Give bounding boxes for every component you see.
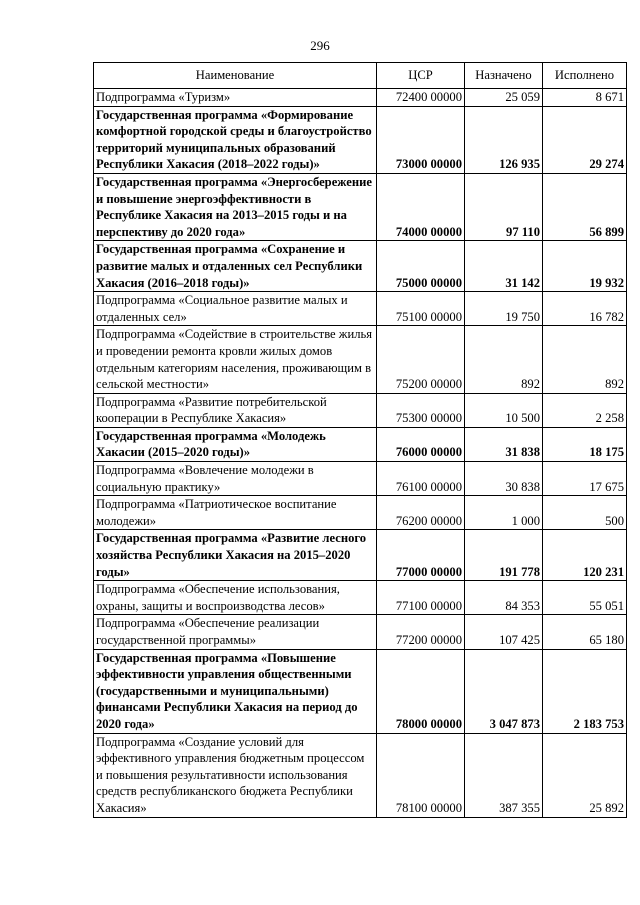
row-name: Государственная программа «Повышение эффективности управления общественными (государственными и муниципальными) финансами Республики Хакасия на период до 2020 года» <box>94 649 377 733</box>
row-planned: 30 838 <box>465 462 543 496</box>
row-planned: 3 047 873 <box>465 649 543 733</box>
table-row <box>94 733 627 817</box>
page-number: 296 <box>310 38 330 53</box>
budget-table <box>93 62 627 818</box>
row-code: 77100 00000 <box>377 581 465 615</box>
row-planned: 31 838 <box>465 427 543 461</box>
header-code: ЦСР <box>377 63 465 89</box>
table-row <box>94 530 627 581</box>
row-code: 75300 00000 <box>377 393 465 427</box>
table-row <box>94 581 627 615</box>
table-row <box>94 292 627 326</box>
row-planned: 97 110 <box>465 173 543 240</box>
row-name: Подпрограмма «Туризм» <box>94 89 377 107</box>
row-executed: 65 180 <box>543 615 627 649</box>
row-planned: 126 935 <box>465 106 543 173</box>
row-executed: 29 274 <box>543 106 627 173</box>
row-executed: 8 671 <box>543 89 627 107</box>
header-executed: Исполнено <box>543 63 627 89</box>
row-executed: 892 <box>543 326 627 393</box>
row-name: Подпрограмма «Создание условий для эффективного управления бюджетным процессом и повышения результативности использования средств республиканского бюджета Республики Хакасия» <box>94 733 377 817</box>
table-row <box>94 89 627 107</box>
row-planned: 25 059 <box>465 89 543 107</box>
row-name: Подпрограмма «Содействие в строительстве жилья и проведении ремонта кровли жилых домов отдельным категориям населения, проживающим в сельской местности» <box>94 326 377 393</box>
row-planned: 387 355 <box>465 733 543 817</box>
row-executed: 120 231 <box>543 530 627 581</box>
row-code: 76100 00000 <box>377 462 465 496</box>
row-code: 74000 00000 <box>377 173 465 240</box>
table-row <box>94 649 627 733</box>
table-header-row <box>94 63 627 89</box>
row-executed: 2 183 753 <box>543 649 627 733</box>
row-planned: 191 778 <box>465 530 543 581</box>
table-row <box>94 106 627 173</box>
row-name: Подпрограмма «Развитие потребительской кооперации в Республике Хакасия» <box>94 393 377 427</box>
row-planned: 31 142 <box>465 241 543 292</box>
row-code: 76200 00000 <box>377 496 465 530</box>
row-name: Подпрограмма «Патриотическое воспитание молодежи» <box>94 496 377 530</box>
row-executed: 16 782 <box>543 292 627 326</box>
row-planned: 84 353 <box>465 581 543 615</box>
table-row <box>94 462 627 496</box>
row-code: 76000 00000 <box>377 427 465 461</box>
table-row <box>94 173 627 240</box>
row-executed: 500 <box>543 496 627 530</box>
row-executed: 19 932 <box>543 241 627 292</box>
row-name: Подпрограмма «Вовлечение молодежи в социальную практику» <box>94 462 377 496</box>
row-executed: 56 899 <box>543 173 627 240</box>
row-name: Подпрограмма «Обеспечение использования, охраны, защиты и воспроизводства лесов» <box>94 581 377 615</box>
header-planned: Назначено <box>465 63 543 89</box>
table-row <box>94 427 627 461</box>
row-executed: 17 675 <box>543 462 627 496</box>
row-code: 72400 00000 <box>377 89 465 107</box>
row-name: Государственная программа «Развитие лесного хозяйства Республики Хакасия на 2015–2020 годы» <box>94 530 377 581</box>
header-name: Наименование <box>94 63 377 89</box>
row-executed: 55 051 <box>543 581 627 615</box>
row-executed: 25 892 <box>543 733 627 817</box>
table-row <box>94 496 627 530</box>
row-name: Подпрограмма «Обеспечение реализации государственной программы» <box>94 615 377 649</box>
row-name: Подпрограмма «Социальное развитие малых и отдаленных сел» <box>94 292 377 326</box>
table-row <box>94 241 627 292</box>
row-executed: 2 258 <box>543 393 627 427</box>
table-row <box>94 393 627 427</box>
row-name: Государственная программа «Сохранение и развитие малых и отдаленных сел Республики Хакасия (2016–2018 годы)» <box>94 241 377 292</box>
row-code: 78000 00000 <box>377 649 465 733</box>
row-planned: 892 <box>465 326 543 393</box>
row-name: Государственная программа «Молодежь Хакасии (2015–2020 годы)» <box>94 427 377 461</box>
row-name: Государственная программа «Формирование комфортной городской среды и благоустройство территорий муниципальных образований Республики Хакасия (2018–2022 годы)» <box>94 106 377 173</box>
row-planned: 107 425 <box>465 615 543 649</box>
table-row <box>94 615 627 649</box>
row-code: 73000 00000 <box>377 106 465 173</box>
row-code: 75100 00000 <box>377 292 465 326</box>
row-code: 75200 00000 <box>377 326 465 393</box>
row-executed: 18 175 <box>543 427 627 461</box>
row-planned: 1 000 <box>465 496 543 530</box>
row-planned: 10 500 <box>465 393 543 427</box>
row-code: 78100 00000 <box>377 733 465 817</box>
row-code: 75000 00000 <box>377 241 465 292</box>
row-code: 77200 00000 <box>377 615 465 649</box>
row-name: Государственная программа «Энергосбережение и повышение энергоэффективности в Республике Хакасия на 2013–2015 годы и на перспективу до 2020 года» <box>94 173 377 240</box>
table-row <box>94 326 627 393</box>
row-code: 77000 00000 <box>377 530 465 581</box>
row-planned: 19 750 <box>465 292 543 326</box>
